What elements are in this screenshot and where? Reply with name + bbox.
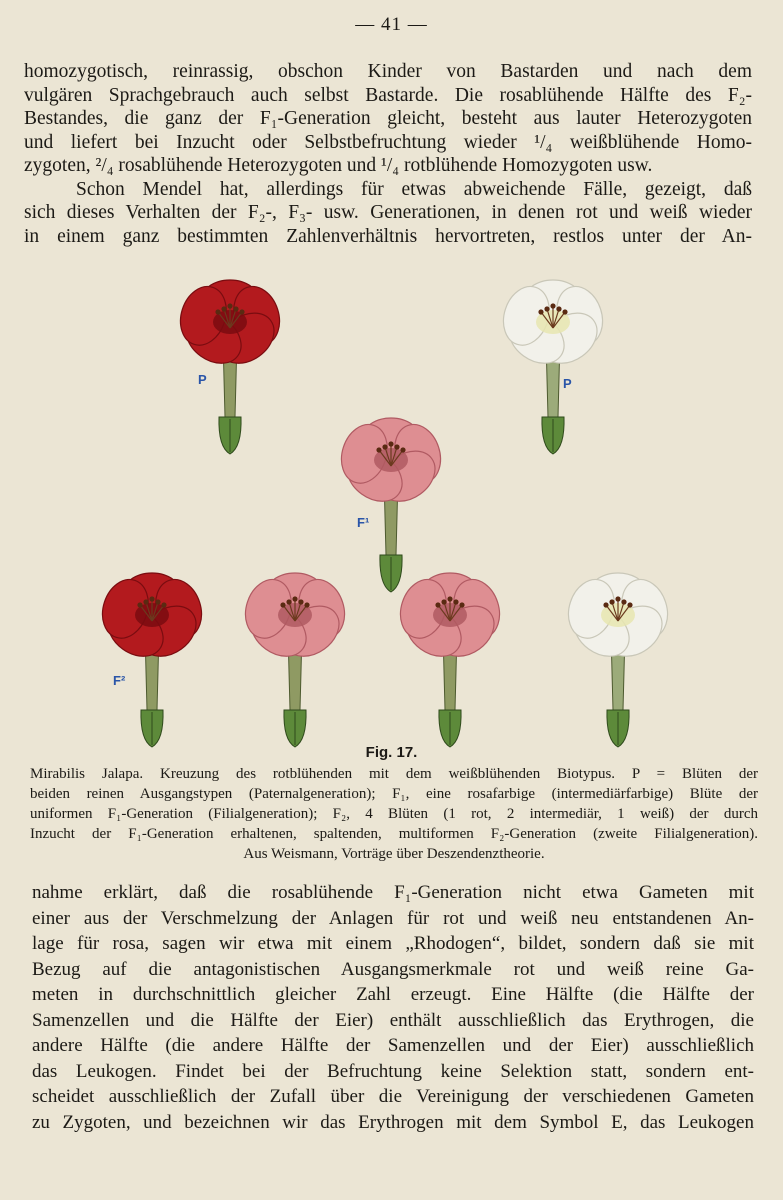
text-line: und liefert bei Inzucht oder Selbstbefruchtung wieder ¹/₄ weißblühende Homo- — [24, 131, 752, 153]
text-line: sich dieses Verhalten der F₂-, F₃- usw. Generationen, in denen rot und weiß wieder — [24, 202, 752, 223]
text-line: Samenzellen und die Hälfte der Eier) enthält ausschließlich das Erythrogen, die — [32, 1009, 754, 1031]
label-p-right: P — [563, 376, 572, 391]
text-line: das Leukogen. Findet bei der Befruchtung keine Selektion statt, sondern ent- — [32, 1060, 754, 1082]
caption-line: beiden reinen Ausgangstypen (Paternalgeneration); F₁, eine rosafarbige (intermediärfarbige) Blüte der — [30, 786, 758, 802]
text-line: scheidet ausschließlich der Zufall über die Vereinigung der verschiedenen Gameten — [32, 1086, 754, 1107]
paragraph-bottom — [32, 880, 754, 1135]
paragraph-top — [24, 60, 752, 248]
text-line: homozygotisch, reinrassig, obschon Kinder von Bastarden und nach dem — [24, 61, 752, 82]
text-line: Bezug auf die antagonistischen Ausgangsmerkmale rot und weiß reine Ga- — [32, 958, 754, 980]
flower-illustration — [0, 270, 783, 750]
page-number: — 41 — — [355, 14, 428, 35]
caption-line: uniformen F₁-Generation (Filialgeneration); F₂, 4 Blüten (1 rot, 2 intermediär, 1 weiß) der durch — [30, 806, 758, 822]
text-line: lage für rosa, sagen wir etwa mit einem „Rhodogen“, bildet, sondern daß sie mit — [32, 933, 754, 954]
caption-line: Inzucht der F₁-Generation erhaltenen, spaltenden, multiformen F₂-Generation (zweite Filialgeneration). — [30, 826, 758, 842]
flower-white-parent — [496, 280, 610, 454]
text-line: zu Zygoten, und bezeichnen wir das Erythrogen mit dem Symbol E, das Leukogen — [32, 1111, 754, 1133]
label-p-left: P — [198, 372, 207, 387]
flower-pink-f2-b — [393, 573, 507, 747]
label-f1: F¹ — [357, 515, 370, 530]
text-line: einer aus der Verschmelzung der Anlagen für rot und weiß neu entstandenen An- — [32, 907, 754, 929]
text-line: Bestandes, die ganz der F₁-Generation gleicht, besteht aus lauter Heterozygoten — [24, 108, 752, 129]
flower-pink-f2-a — [238, 573, 352, 747]
text-line: in einem ganz bestimmten Zahlenverhältnis hervortreten, restlos unter der An- — [24, 225, 752, 247]
text-line: andere Hälfte (die andere Hälfte der Samenzellen und der Eier) ausschließlich — [32, 1035, 754, 1056]
caption-line: Mirabilis Jalapa. Kreuzung des rotblühenden mit dem weißblühenden Biotypus. P = Blüten der — [30, 766, 758, 782]
caption-line: Aus Weismann, Vorträge über Deszendenztheorie. — [243, 846, 545, 862]
flower-white-f2 — [561, 573, 675, 747]
flower-red-parent — [173, 280, 287, 454]
text-line: meten in durchschnittlich gleicher Zahl erzeugt. Eine Hälfte (die Hälfte der — [32, 984, 754, 1005]
flower-red-f2 — [95, 573, 209, 747]
text-line: vulgären Sprachgebrauch auch selbst Bastarde. Die rosablühende Hälfte des F₂- — [24, 84, 752, 106]
figure-caption — [30, 764, 758, 864]
figure-title: Fig. 17. — [365, 744, 418, 761]
figure-mirabilis-illustration — [0, 270, 783, 750]
flower-pink-f1 — [334, 418, 448, 592]
label-f2: F² — [113, 673, 126, 688]
text-line: zygoten, ²/₄ rosablühende Heterozygoten und ¹/₄ rotblühende Homozygoten usw. — [24, 155, 653, 176]
text-line: Schon Mendel hat, allerdings für etwas abweichende Fälle, gezeigt, daß — [76, 178, 752, 200]
text-line: nahme erklärt, daß die rosablühende F₁-Generation nicht etwa Gameten mit — [32, 882, 754, 903]
